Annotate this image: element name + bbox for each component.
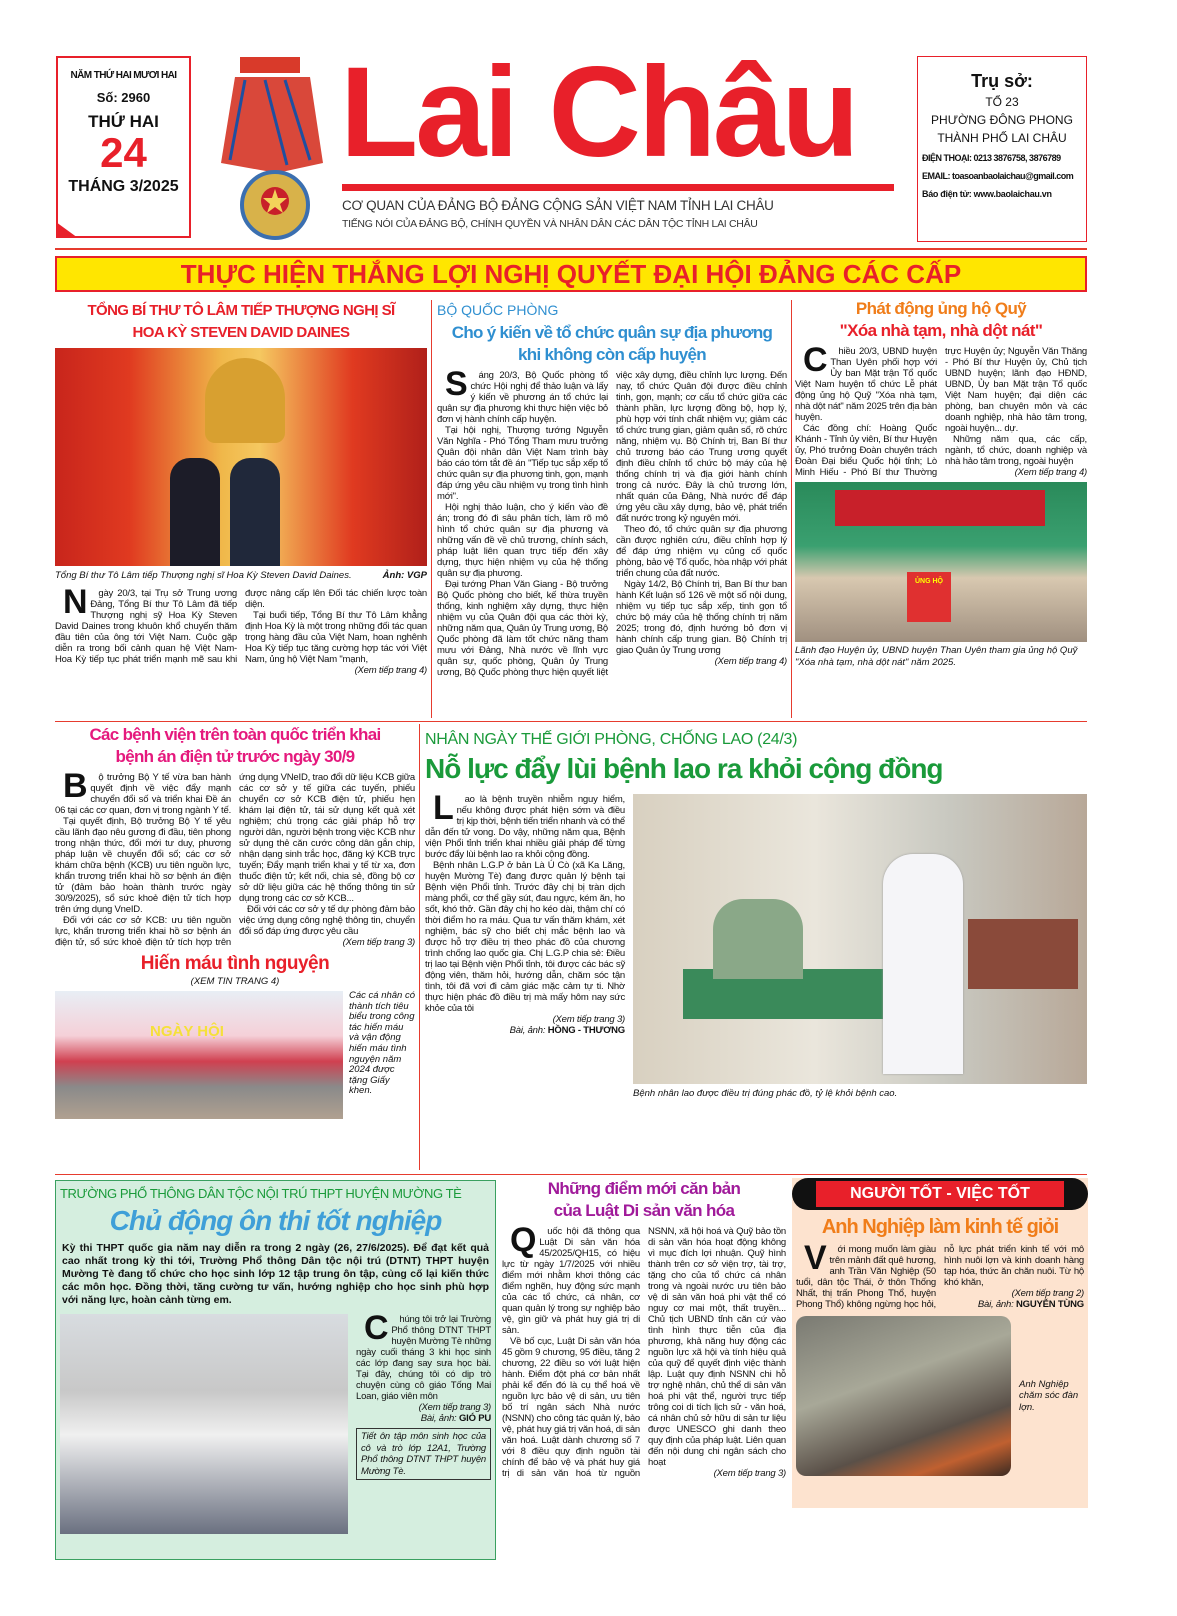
paragraph: Bộ trưởng Bộ Y tế vừa ban hành quyết định về việc đẩy mạnh chuyển đổi số và triển khai Đề án 06 tại các cơ quan, đơn vị trong ngành Y tế. <box>55 767 232 816</box>
headline-line: khi không còn cấp huyện <box>518 345 706 364</box>
paragraph: Lao là bệnh truyền nhiễm nguy hiểm, nếu không được phát hiện sớm và điều trị kịp thời, bệnh tiến triển nhanh và có thể dẫn đến tử vong. Do vậy, những năm qua, Bệnh viện Phổi tỉnh triển khai nhiều giải pháp để từng bước đẩy lùi bệnh lao ra khỏi cộng đồng. <box>425 789 625 860</box>
kicker: NHÂN NGÀY THẾ GIỚI PHÒNG, CHỐNG LAO (24/3) <box>425 731 798 748</box>
banner <box>55 256 1087 292</box>
headline[interactable] <box>55 724 415 768</box>
continued-link[interactable]: (Xem tiếp trang 4) <box>1014 467 1087 478</box>
issue-number: Số: 2960 <box>96 90 151 105</box>
headline-line: Cho ý kiến về tổ chức quân sự địa phương <box>451 323 773 342</box>
address-heading: Trụ sở: <box>971 71 1033 91</box>
address-line: PHƯỜNG ĐÔNG PHONG <box>931 113 1073 127</box>
divider <box>419 724 420 1170</box>
byline-label: Bài, ảnh: <box>509 1025 546 1036</box>
photo-nguoi-tot <box>796 1316 1011 1476</box>
photo-ung-ho <box>795 482 1087 642</box>
continued-link[interactable]: (Xem tiếp trang 3) <box>342 937 415 948</box>
paragraph: Ngày 20/3, tại Trụ sở Trung ương Đảng, Tổng Bí thư Tô Lâm đã tiếp Thượng nghị sỹ Hoa Kỳ Steven David Daines trong khuôn khổ chuyến thăm đầu tiên của ông tới Việt Nam. Cuộc gặp diễn ra trong bối cảnh quan hệ Việt Nam-Hoa Kỳ tiếp tục phát triển mạnh mẽ sau khi được nâng cấp lên Đối tác chiến lược toàn diện. <box>55 582 427 665</box>
weekday: THỨ HAI <box>88 112 159 131</box>
article-to-lam <box>55 300 427 676</box>
kicker: BỘ QUỐC PHÒNG <box>437 302 559 318</box>
continued-link[interactable]: (Xem tiếp trang 4) <box>714 656 787 667</box>
paragraph: Chiều 20/3, UBND huyện Than Uyên phối hợp với Ủy ban Mặt trận Tổ quốc Việt Nam huyện tổ chức Lễ phát động ủng hộ Quỹ "Xóa nhà tạm, nhà dột nát" năm 2025 trên địa bàn huyện. <box>795 341 937 423</box>
headline-line: Các bệnh viện trên toàn quốc triển khai <box>89 725 381 744</box>
photo-caption: Lãnh đạo Huyện ủy, UBND huyện Than Uyên tham gia ủng hộ Quỹ "Xóa nhà tạm, nhà dột nát" năm 2025. <box>795 645 1078 668</box>
phone: ĐIỆN THOẠI: 0213 3876758, 3876789 <box>922 153 1061 163</box>
divider <box>431 300 432 718</box>
article-luat-di-san <box>502 1178 786 1479</box>
byline: NGUYỄN TÙNG <box>1016 1299 1084 1310</box>
tagline-1: CƠ QUAN CỦA ĐẢNG BỘ ĐẢNG CỘNG SẢN VIỆT NAM TỈNH LAI CHÂU <box>342 198 774 213</box>
article-body <box>502 1221 786 1479</box>
paragraph: Tại buổi tiếp, Tổng Bí thư Tô Lâm khẳng định Hoa Kỳ là một trong những đối tác quan trọng hàng đầu của Việt Nam, hoan nghênh Hoa Kỳ tiếp tục tăng cường hợp tác với Việt Nam, ủng hộ Việt Nam "mạnh, <box>245 609 427 665</box>
paragraph: Ngày 14/2, Bộ Chính trị, Ban Bí thư ban hành Kết luận số 126 về một số nội dung, nhiệm vụ tiếp tục sắp xếp, tinh gọn tổ chức bộ máy của hệ thống chính trị năm 2025; trong đó, định hướng bỏ đơn vị hành chính cấp trung gian. Bộ Chính trị giao Quân ủy Trung ương <box>616 579 787 656</box>
page-fold-icon <box>56 222 78 238</box>
byline: GIÓ PU <box>458 1413 491 1424</box>
byline-label: Bài, ảnh: <box>420 1413 457 1424</box>
article-body <box>792 1239 1088 1310</box>
paragraph: Quốc hội đã thông qua Luật Di sản văn hóa 45/2025/QH15, có hiệu lực từ ngày 1/7/2025 với nhiều điểm mới nhằm khơi thông các điểm nghẽn, huy động sức mạnh của các tổ chức, cá nhân, cơ quan quản lý trong sự nghiệp bảo vệ, gìn giữ và phát huy giá trị di sản. <box>502 1221 640 1336</box>
divider <box>55 1174 1087 1175</box>
photo-caption: Bệnh nhân lao được điều trị đúng phác đồ, tỷ lệ khỏi bệnh cao. <box>633 1088 898 1099</box>
email: EMAIL: toasoanbaolaichau@gmail.com <box>922 171 1074 181</box>
photo-sign: NGÀY HỘI <box>150 1023 224 1040</box>
photo-on-thi <box>60 1314 348 1534</box>
article-body <box>437 365 787 678</box>
kicker: TRƯỜNG PHỔ THÔNG DÂN TỘC NỘI TRÚ THPT HUYỆN MƯỜNG TÈ <box>60 1186 462 1201</box>
divider <box>791 300 792 718</box>
paragraph: Tại quyết định, Bộ trưởng Bộ Y tế yêu cầu lãnh đạo nêu gương đi đầu, tiên phong trong nhận thức, đổi mới tư duy, phương pháp luận về chuyển đổi số; các cơ sở khám chữa bệnh (KCB) ưu tiên nguồn lực, khẩn trương triển khai hồ sơ bệnh án điện tử (đảm bảo hoàn thành trước ngày 30/9/2025), sổ sức khoẻ điện tử tích hợp trên ứng dụng VneID. <box>55 816 231 915</box>
section-label-text: NGƯỜI TỐT - VIỆC TỐT <box>850 1185 1030 1202</box>
paragraph: Bệnh nhân L.G.P ở bản Là Ú Cò (xã Ka Lăng, huyện Mường Tè) đang được quản lý bệnh tại Bệnh viện Phổi tỉnh. Trước đây chị bị tràn dịch màng phổi, cơ thể gầy sút, đau ngực, kém ăn, ho sốt, khó thở. Gần đây chị ho kéo dài, thậm chí có thời điểm ho ra máu. Qua tư vấn thăm khám, xét nghiệm, bác sỹ cho biết chị mắc bệnh lao và được hỗ trợ điều trị theo phác đồ của chương trình chống lao quốc gia. Chị L.G.P chia sẻ: Điều trị lao tại Bệnh viện Phổi tỉnh, tôi được các bác sỹ động viên, thăm hỏi, hướng dẫn, chăm sóc tận tình, tôi đã vơi đi cảm giác mặc cảm tự ti. Nhờ thực hiện phác đồ điều trị mà mấy hôm nay sức khỏe của tôi <box>425 860 625 1014</box>
paragraph: Tại hội nghị, Thượng tướng Nguyễn Văn Nghĩa - Phó Tổng Tham mưu trưởng Quân đội nhân dân Việt Nam trình bày báo cáo tóm tắt đề án "Tiếp tục sắp xếp tổ chức quân sự địa phương tinh, gọn, mạnh đáp ứng yêu cầu nhiệm vụ trong tình hình mới". <box>437 425 608 502</box>
headline-line: của Luật Di sản văn hóa <box>553 1201 735 1220</box>
headline[interactable]: Anh Nghiệp làm kinh tế giỏi <box>821 1216 1059 1238</box>
headline-line: Những điểm mới căn bản <box>547 1179 741 1198</box>
headline-line: Phát động ủng hộ Quỹ <box>855 299 1027 318</box>
divider <box>55 721 1087 722</box>
photo-caption: Tiết ôn tập môn sinh học của cô và trò lớp 12A1, Trường Phổ thông DTNT THPT huyện Mường Tè. <box>356 1428 491 1480</box>
article-quoc-phong <box>437 302 787 678</box>
article-benh-lao <box>425 730 1087 1100</box>
paragraph: Với mong muốn làm giàu trên mảnh đất quê hương, anh Trần Văn Nghiệp (50 tuổi, dân tộc Thái, ở thôn Thống Nhất, thị trấn Phong Thổ, huyện Phong Thổ) không ngừng học hỏi, nỗ lực phát triển kinh tế với mô hình nuôi lợn và kinh doanh hàng tạp hóa, thức ăn chăn nuôi. Từ hộ khó khăn, <box>796 1239 1084 1310</box>
month: THÁNG 3/2025 <box>68 178 179 195</box>
address-line: THÀNH PHỐ LAI CHÂU <box>937 131 1067 145</box>
address-line: TỔ 23 <box>985 95 1019 109</box>
medal-icon <box>215 55 330 240</box>
banner-text: THỰC HIỆN THẮNG LỢI NGHỊ QUYẾT ĐẠI HỘI ĐẢNG CÁC CẤP <box>180 259 962 289</box>
headline[interactable]: Hiến máu tình nguyện <box>140 953 330 974</box>
headline[interactable]: Chủ động ôn thi tốt nghiệp <box>109 1205 442 1236</box>
paragraph: Về bố cục, Luật Di sản văn hóa 45 gồm 9 chương, 95 điều, tăng 2 chương, 22 điều so với luật hiện hành. Điểm đột phá cơ bản nhất phải kể đến đó là cụ thể hoá về nguồn lực bảo vệ di sản, ưu tiên bố trí ngân sách Nhà nước (NSNN) cho công tác quản lý, bảo vệ, phát huy giá trị văn hoá, di sản văn hoá. Luật dành chương số 7 với 8 điều quy định nguồn tài chính để bảo vệ và phát huy giá trị di sản văn hoá từ nguồn NSNN, xã hội hoá và Quỹ bảo tồn di sản văn hóa hoạt động không vì mục đích lợi nhuận. Quỹ hình thành trên cơ sở viện trợ, tài trợ, tặng cho của tổ chức cá nhân trong và ngoài nước ưu tiên bảo vệ di sản văn hoá phi vật thể có nguy cơ mai một, thất truyền... Chủ tịch UBND tỉnh căn cứ vào tình hình thực tiễn của địa phương, khả năng huy động các nguồn lực xã hội và tính hiệu quả của quỹ để quyết định việc thành lập. Luật quy định NSNN chi hỗ trợ nghệ nhân, chủ thể di sản văn hoá phi vật thể, người trực tiếp trông coi di tích lịch sử - văn hoá, cá nhân chủ sở hữu di sản tư liệu được UNESCO ghi danh theo quy định của pháp luật. Liên quan đến nội dung chi ngân sách cho hoạt <box>502 1226 786 1479</box>
article-body <box>795 341 1087 478</box>
paragraph: Đối với các cơ sở y tế dự phòng đảm bảo việc ứng dụng công nghệ thông tin, chuyển đổi số đáp ứng được yêu cầu <box>239 904 415 937</box>
lead: Kỳ thi THPT quốc gia năm nay diễn ra trong 2 ngày (26, 27/6/2025). Để đạt kết quả cao nhất trong kỳ thi tới, Trường Phổ thông Dân tộc nội trú (DTNT) THPT huyện Mường Tè đang tổ chức cho học sinh lớp 12 tập trung ôn tập, củng cố lại kiến thức các môn học. Đồng thời, tăng cường tư vấn, hướng nghiệp cho học sinh phù hợp với năng lực, hoàn cảnh từng em. <box>62 1242 489 1306</box>
headline-line: bệnh án điện tử trước ngày 30/9 <box>115 747 355 766</box>
photo-caption: Anh Nghiệp chăm sóc đàn lợn. <box>1019 1378 1079 1413</box>
paragraph: Những năm qua, các cấp, ngành, tổ chức, doanh nghiệp và nhà hảo tâm trong, ngoài huyện <box>945 434 1087 467</box>
paragraph: Hội nghị thảo luận, cho ý kiến vào đề án; trong đó đi sâu phân tích, làm rõ mô hình tổ chức quân sự địa phương và những vấn đề về chủ trương, chính sách, pháp luật liên quan trực tiếp đến xây dựng, thực hiện nhiệm vụ của hệ thống quân sự địa phương. <box>437 502 608 579</box>
continued-link[interactable]: (Xem tiếp trang 3) <box>552 1014 625 1025</box>
headline[interactable] <box>55 300 427 344</box>
headline[interactable] <box>795 298 1087 342</box>
headline[interactable]: Nỗ lực đẩy lùi bệnh lao ra khỏi cộng đồng <box>425 753 943 784</box>
divider <box>55 248 1087 250</box>
article-on-thi <box>55 1180 496 1560</box>
article-xoa-nha-tam <box>795 298 1087 668</box>
continued-link[interactable]: (Xem tiếp trang 3) <box>713 1468 786 1479</box>
date-box <box>56 56 191 238</box>
left-column <box>55 724 415 1119</box>
paragraph: Theo đó, tổ chức quân sự địa phương cần được nghiên cứu, điều chỉnh hợp lý để đáp ứng nhiệm vụ củng cố quốc phòng, bảo vệ Tổ quốc, hòa nhập với phát triển chung của đất nước. <box>616 524 787 579</box>
website: Báo điện tử: www.baolaichau.vn <box>922 189 1052 199</box>
article-benh-an-dien-tu <box>55 724 415 948</box>
day: 24 <box>100 129 147 176</box>
headline-line: "Xóa nhà tạm, nhà dột nát" <box>839 321 1043 340</box>
continued-link[interactable]: (Xem tiếp trang 3) <box>418 1402 491 1413</box>
see-page[interactable]: (XEM TIN TRANG 4) <box>190 976 280 987</box>
section-label <box>792 1178 1088 1210</box>
article-body <box>55 582 427 676</box>
article-body <box>356 1309 491 1534</box>
article-body <box>55 767 415 948</box>
photo-hien-mau <box>55 991 343 1119</box>
article-hien-mau <box>55 952 415 1119</box>
photo-credit: Ảnh: VGP <box>382 570 427 581</box>
article-body <box>425 789 625 1100</box>
title-underline <box>342 184 894 191</box>
tagline-2: TIẾNG NÓI CỦA ĐẢNG BỘ, CHÍNH QUYỀN VÀ NHÂN DÂN CÁC DÂN TỘC TỈNH LAI CHÂU <box>342 218 758 230</box>
headline[interactable] <box>502 1178 786 1222</box>
taglines <box>342 196 902 232</box>
year-line: NĂM THỨ HAI MƯƠI HAI <box>70 70 177 81</box>
headline[interactable] <box>437 322 787 366</box>
byline: HỒNG - THƯƠNG <box>547 1025 625 1036</box>
continued-link[interactable]: (Xem tiếp trang 4) <box>354 664 427 676</box>
photo-caption: Các cá nhân có thành tích tiêu biểu trong công tác hiến máu và vận động hiến máu tình nguyện năm 2024 được tặng Giấy khen. <box>349 990 416 1097</box>
paragraph: Đại tướng Phan Văn Giang - Bộ trưởng Bộ Quốc phòng cho biết, kế thừa truyền thống, kinh nghiệm xây dựng, thực hiện nhiệm vụ của Quân đội qua các thời kỳ, những năm qua, Quân ủy Trung ương, Bộ Quốc phòng đã làm tốt chức năng tham mưu với Đảng, Nhà nước về lĩnh vực quân sự, quốc phòng, Quân ủy Trung ương, Bộ Quốc phòng thực hiện quyết liệt việc xây dựng, điều chỉnh lực lượng. Đến nay, tổ chức Quân đội được điều chỉnh tinh, gọn, mạnh; cơ cấu tổ chức giữa các thành phần, lực lượng đồng bộ, hợp lý, phù hợp với tính chất nhiệm vụ; giảm các tổ chức trung gian, giảm quân số, rõ chức năng, nhiệm vụ. Bộ Chính trị, Ban Bí thư chủ trương báo cáo Trung ương quyết định điều chỉnh tổ chức bộ máy của hệ thống chính trị và địa giới hành chính trong cả nước. Đây là chủ trương lớn, nhất quán của Đảng, Nhà nước để đáp ứng yêu cầu xây dựng, bảo vệ, phát triển đất nước trong kỷ nguyên mới. <box>437 370 787 678</box>
headline-line: HOA KỲ STEVEN DAVID DAINES <box>132 324 350 341</box>
byline-label: Bài, ảnh: <box>977 1299 1014 1310</box>
photo-benh-lao <box>633 794 1087 1084</box>
paragraph: Đối với các cơ sở KCB: ưu tiên nguồn lực, khẩn trương triển khai hồ sơ bệnh án điện tử, sổ sức khoẻ điện tử tích hợp trên ứng dụng VNeID, trao đổi dữ liệu KCB giữa các cơ sở y tế giữa các tuyến, phiếu chuyển cơ sở KCB điện tử, phiếu hẹn khám lại điện tử, tái sử dụng kết quả xét nghiệm; chú trọng các giải pháp hỗ trợ người dân, người bệnh trong việc KCB như sử dụng thẻ căn cước công dân gắn chip, nhận dạng sinh trắc học, đăng ký KCB trực tuyến; Đẩy mạnh triển khai y tế từ xa, đơn thuốc điện tử; kết nối, chia sẻ, đồng bộ cơ sở dữ liệu giữa các hệ thống thông tin sử dụng trong các cơ sở KCB... <box>55 772 415 948</box>
donation-box: ỦNG HỘ <box>907 572 951 622</box>
continued-link[interactable]: (Xem tiếp trang 2) <box>1011 1288 1084 1299</box>
headline-line: TỔNG BÍ THƯ TÔ LÂM TIẾP THƯỢNG NGHỊ SĨ <box>87 302 395 319</box>
newspaper-title: Lai Châu <box>340 41 857 184</box>
article-nguoi-tot <box>792 1178 1088 1508</box>
paragraph: Sáng 20/3, Bộ Quốc phòng tổ chức Hội nghị để thảo luận và lấy ý kiến về phương án tổ chức lại quân sự địa phương khi thực hiện việc bỏ đơn vị hành chính cấp huyện. <box>437 365 608 425</box>
paragraph: Các đồng chí: Hoàng Quốc Khánh - Tỉnh ủy viên, Bí thư Huyện ủy, Phó trưởng Đoàn chuyên trách Đoàn Đại biểu Quốc hội tỉnh; Lò Minh Hiếu - Phó Bí thư Thường trực Huyện ủy; Nguyễn Văn Thăng - Phó Bí thư Huyện ủy, Chủ tịch UBND huyện; lãnh đạo HĐND, UBND, Ủy ban Mặt trận Tổ quốc Việt Nam huyện; đại diện các phòng, ban chuyên môn và các doanh nghiệp, nhà hảo tâm trong, ngoài huyện... dự. <box>795 346 1087 478</box>
photo-caption: Tổng Bí thư Tô Lâm tiếp Thượng nghị sĩ Hoa Kỳ Steven David Daines. <box>55 570 352 581</box>
paragraph: Chúng tôi trở lại Trường Phổ thông DTNT THPT huyện Mường Tè những ngày cuối tháng 3 khi học sinh các lớp đang say sưa học bài. Tại đây, chúng tôi có dịp trò chuyện cùng cô giáo Tống Mai Loan, giáo viên môn <box>356 1309 491 1402</box>
address-box <box>917 56 1087 242</box>
photo-to-lam <box>55 348 427 566</box>
